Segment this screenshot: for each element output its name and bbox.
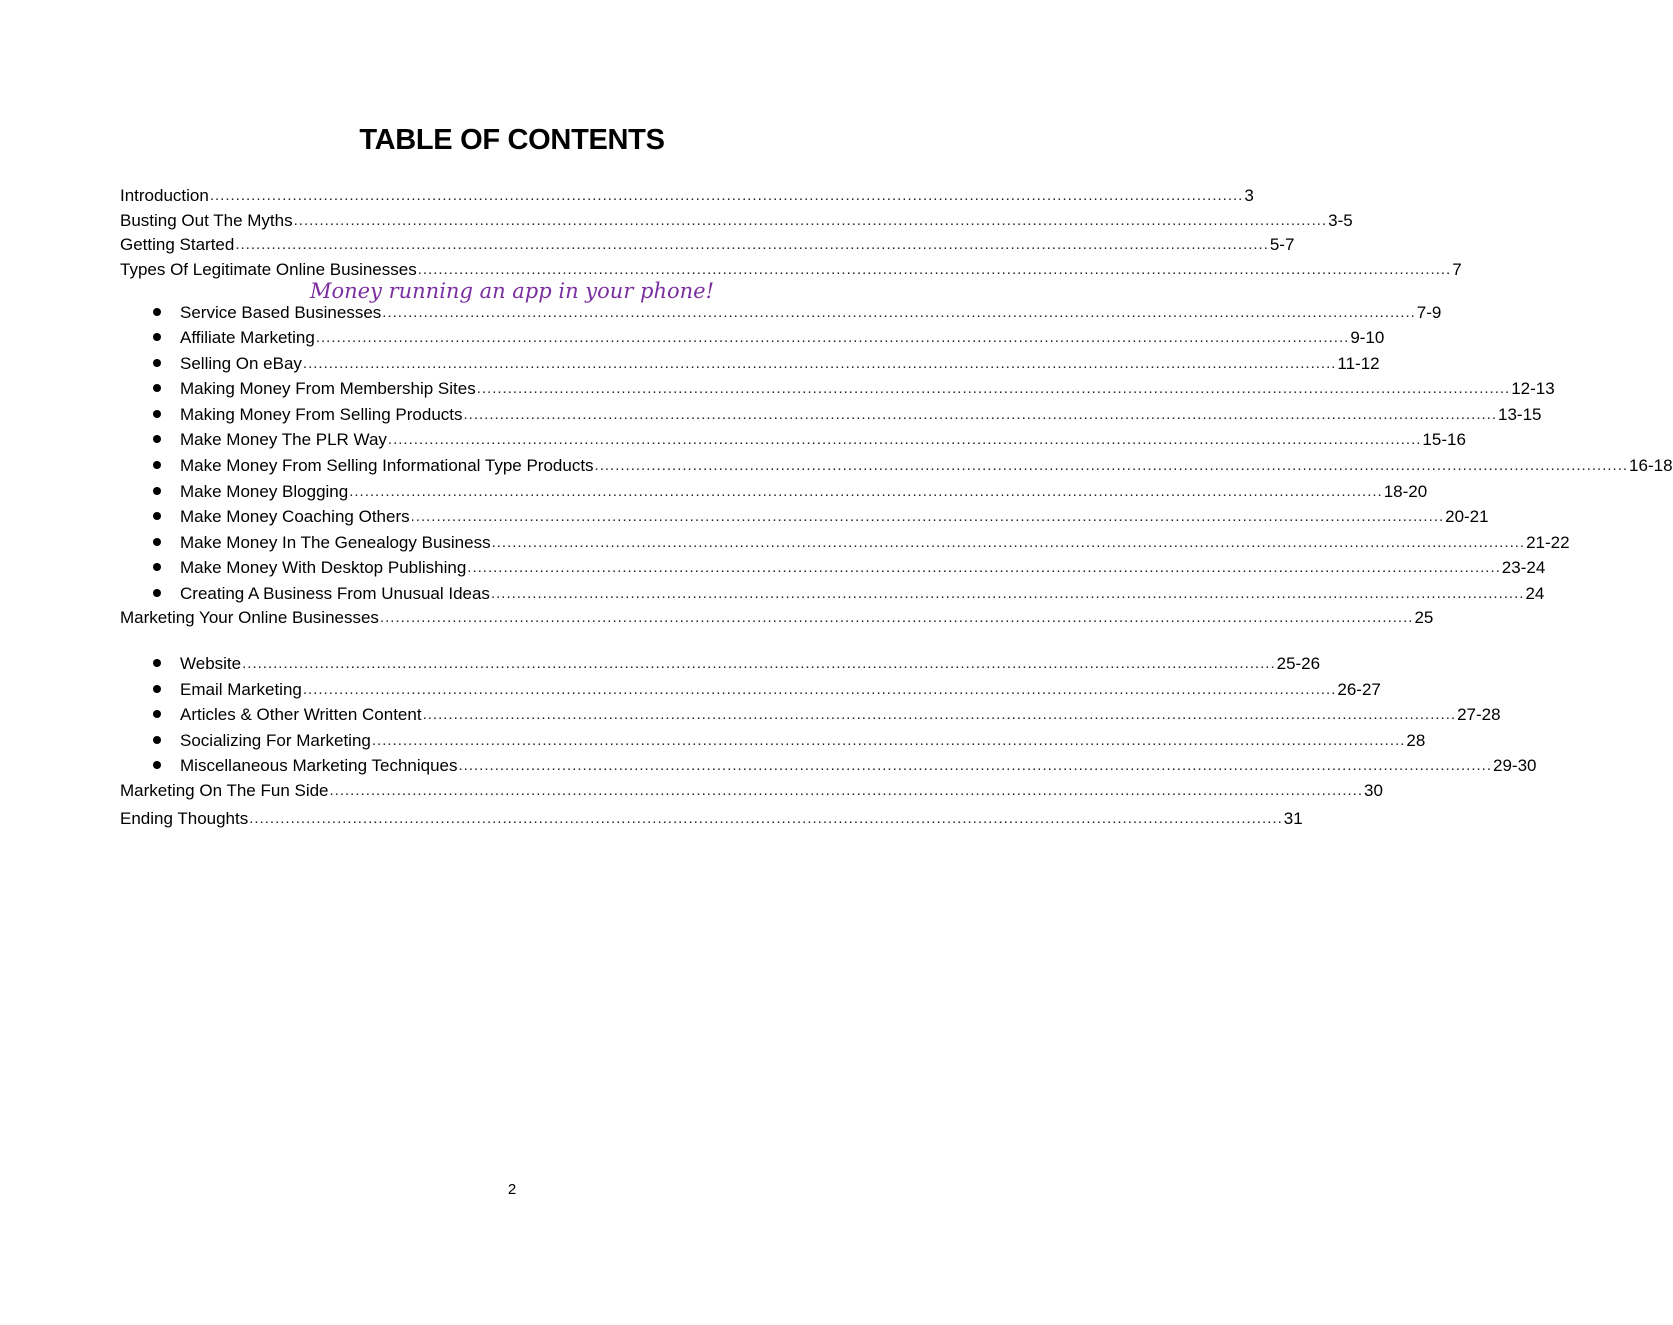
toc-entry-label: Make Money The PLR Way xyxy=(180,430,387,449)
toc-entry-label: Make Money Blogging xyxy=(180,482,349,501)
toc-leader-dots: ........................................................................................................................................................................................................ xyxy=(491,534,1526,551)
toc-entry-label: Getting Started xyxy=(120,235,235,254)
bullet-icon xyxy=(153,563,161,571)
toc-leader-dots: ........................................................................................................................................................................................................ xyxy=(302,355,1337,372)
toc-entry-page: 29-30 xyxy=(1493,756,1537,775)
toc-entry-page: 18-20 xyxy=(1383,482,1428,501)
toc-entry-label: Articles & Other Written Content xyxy=(180,705,422,724)
toc-leader-dots: ........................................................................................................................................................................................................ xyxy=(315,329,1350,346)
bullet-icon xyxy=(153,435,161,443)
toc-leader-dots: ........................................................................................................................................................................................................ xyxy=(382,304,1416,321)
toc-entry-page: 3 xyxy=(1244,186,1254,205)
bullet-icon xyxy=(153,308,161,316)
toc-leader-dots: ........................................................................................................................................................................................................ xyxy=(302,681,1337,698)
toc-entry-page: 27-28 xyxy=(1457,705,1501,724)
toc-subentry[interactable] xyxy=(180,350,1380,374)
bullet-icon xyxy=(153,685,161,693)
toc-entry-label: Selling On eBay xyxy=(180,354,302,373)
toc-entry-label: Busting Out The Myths xyxy=(120,211,293,230)
toc-subentry[interactable] xyxy=(180,529,1570,553)
toc-subentry[interactable] xyxy=(180,452,1673,476)
toc-leader-dots: ........................................................................................................................................................................................................ xyxy=(387,431,1422,448)
bullet-icon xyxy=(153,538,161,546)
toc-entry[interactable] xyxy=(120,604,1434,628)
toc-entry[interactable] xyxy=(120,777,1383,801)
toc-subentry[interactable] xyxy=(180,478,1428,502)
toc-leader-dots: ........................................................................................................................................................................................................ xyxy=(242,655,1276,672)
bullet-icon xyxy=(153,512,161,520)
toc-entry-label: Socializing For Marketing xyxy=(180,731,371,750)
toc-entry-page: 21-22 xyxy=(1526,533,1570,552)
toc-subentry[interactable] xyxy=(180,375,1555,399)
toc-leader-dots: ........................................................................................................................................................................................................ xyxy=(371,732,1406,749)
toc-leader-dots: ........................................................................................................................................................................................................ xyxy=(490,585,1525,602)
toc-entry-page: 20-21 xyxy=(1445,507,1489,526)
toc-subentry[interactable] xyxy=(180,752,1537,776)
toc-entry-label: Make Money With Desktop Publishing xyxy=(180,558,467,577)
toc-subentry[interactable] xyxy=(180,676,1381,700)
toc-entry[interactable] xyxy=(120,207,1353,231)
toc-leader-dots: ........................................................................................................................................................................................................ xyxy=(463,406,1498,423)
toc-entry-label: Service Based Businesses xyxy=(180,303,382,322)
toc-subentry[interactable] xyxy=(180,727,1426,751)
toc-entry[interactable] xyxy=(120,231,1295,255)
bullet-icon xyxy=(153,659,161,667)
toc-entry-page: 11-12 xyxy=(1337,354,1380,373)
toc-leader-dots: ........................................................................................................................................................................................................ xyxy=(293,212,1328,229)
toc-entry[interactable] xyxy=(120,256,1462,280)
promo-overlay-text: Money running an app in your phone! xyxy=(309,279,715,303)
toc-entry-page: 15-16 xyxy=(1422,430,1466,449)
toc-entry-label: Make Money From Selling Informational Type Products xyxy=(180,456,594,475)
toc-entry-page: 26-27 xyxy=(1337,680,1381,699)
toc-subentry[interactable] xyxy=(180,650,1321,674)
bullet-icon xyxy=(153,410,161,418)
toc-leader-dots: ........................................................................................................................................................................................................ xyxy=(422,706,1457,723)
toc-leader-dots: ........................................................................................................................................................................................................ xyxy=(467,559,1501,576)
page-number: 2 xyxy=(507,1181,517,1198)
toc-entry-label: Marketing Your Online Businesses xyxy=(120,608,379,627)
toc-leader-dots: ........................................................................................................................................................................................................ xyxy=(410,508,1445,525)
bullet-icon xyxy=(153,333,161,341)
toc-entry-page: 16-18 xyxy=(1629,456,1673,475)
toc-leader-dots: ........................................................................................................................................................................................................ xyxy=(379,609,1414,626)
toc-leader-dots: ........................................................................................................................................................................................................ xyxy=(594,457,1629,474)
toc-entry-label: Making Money From Membership Sites xyxy=(180,379,476,398)
toc-entry-page: 5-7 xyxy=(1269,235,1295,254)
toc-leader-dots: ........................................................................................................................................................................................................ xyxy=(249,810,1283,827)
toc-leader-dots: ........................................................................................................................................................................................................ xyxy=(458,757,1493,774)
toc-entry-label: Affiliate Marketing xyxy=(180,328,315,347)
toc-leader-dots: ........................................................................................................................................................................................................ xyxy=(476,380,1511,397)
toc-entry-page: 7 xyxy=(1452,260,1462,279)
toc-entry-label: Make Money In The Genealogy Business xyxy=(180,533,491,552)
toc-entry[interactable] xyxy=(120,182,1254,206)
toc-entry-label: Introduction xyxy=(120,186,209,205)
toc-subentry[interactable] xyxy=(180,580,1545,604)
toc-entry-page: 30 xyxy=(1364,781,1383,800)
bullet-icon xyxy=(153,589,161,597)
toc-entry[interactable] xyxy=(120,805,1303,829)
bullet-icon xyxy=(153,359,161,367)
toc-entry-label: Miscellaneous Marketing Techniques xyxy=(180,756,458,775)
toc-subentry[interactable] xyxy=(180,554,1546,578)
toc-leader-dots: ........................................................................................................................................................................................................ xyxy=(349,483,1383,500)
toc-entry-label: Marketing On The Fun Side xyxy=(120,781,329,800)
toc-entry-label: Email Marketing xyxy=(180,680,302,699)
toc-subentry[interactable] xyxy=(180,401,1542,425)
bullet-icon xyxy=(153,461,161,469)
toc-entry-label: Make Money Coaching Others xyxy=(180,507,410,526)
toc-leader-dots: ........................................................................................................................................................................................................ xyxy=(417,261,1452,278)
bullet-icon xyxy=(153,384,161,392)
toc-entry-page: 12-13 xyxy=(1511,379,1555,398)
toc-entry-page: 9-10 xyxy=(1350,328,1385,347)
toc-entry-page: 31 xyxy=(1283,809,1303,828)
toc-entry-page: 25-26 xyxy=(1276,654,1321,673)
toc-entry-label: Website xyxy=(180,654,242,673)
toc-entry-page: 24 xyxy=(1525,584,1545,603)
toc-entry-label: Ending Thoughts xyxy=(120,809,249,828)
toc-subentry[interactable] xyxy=(180,503,1489,527)
toc-leader-dots: ........................................................................................................................................................................................................ xyxy=(235,236,1269,253)
page-title: TABLE OF CONTENTS xyxy=(359,124,665,156)
bullet-icon xyxy=(153,487,161,495)
bullet-icon xyxy=(153,761,161,769)
toc-entry-label: Creating A Business From Unusual Ideas xyxy=(180,584,490,603)
toc-subentry[interactable] xyxy=(180,324,1385,348)
toc-entry-page: 23-24 xyxy=(1501,558,1546,577)
toc-entry-page: 7-9 xyxy=(1416,303,1442,322)
toc-leader-dots: ........................................................................................................................................................................................................ xyxy=(329,782,1364,799)
toc-entry-page: 3-5 xyxy=(1328,211,1353,230)
toc-entry-page: 13-15 xyxy=(1498,405,1542,424)
toc-entry-label: Making Money From Selling Products xyxy=(180,405,463,424)
toc-leader-dots: ........................................................................................................................................................................................................ xyxy=(209,187,1244,204)
toc-entry-page: 28 xyxy=(1406,731,1426,750)
bullet-icon xyxy=(153,736,161,744)
toc-entry-page: 25 xyxy=(1414,608,1434,627)
toc-entry-label: Types Of Legitimate Online Businesses xyxy=(120,260,417,279)
toc-subentry[interactable] xyxy=(180,426,1466,450)
bullet-icon xyxy=(153,710,161,718)
toc-subentry[interactable] xyxy=(180,701,1501,725)
